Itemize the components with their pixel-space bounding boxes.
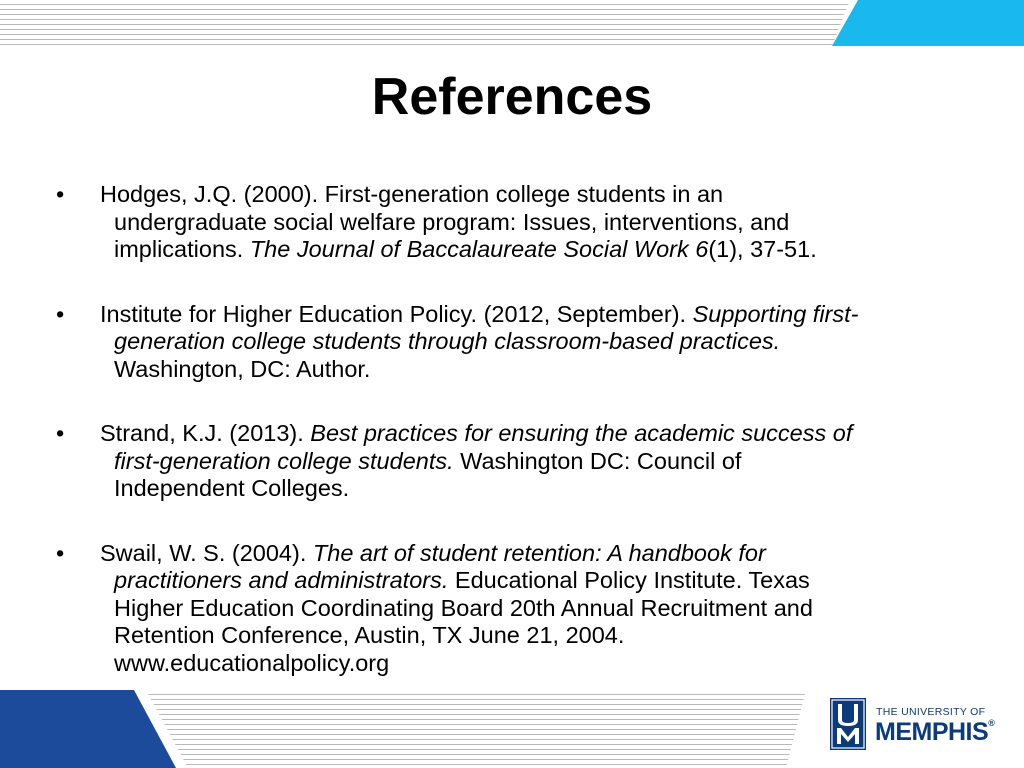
reference-italic-text: practitioners and administrators. <box>114 567 449 593</box>
reference-line <box>100 181 966 209</box>
reference-text: Higher Education Coordinating Board 20th Annual Recruitment and <box>114 594 813 621</box>
reference-text: (1), 37-51. <box>708 236 817 262</box>
reference-line <box>100 209 966 237</box>
reference-text: Washington DC: Council of <box>453 447 742 474</box>
reference-italic-text: first-generation college students. <box>114 447 454 474</box>
reference-line <box>100 475 966 503</box>
bullet-marker: • <box>56 539 65 566</box>
reference-line <box>100 650 966 678</box>
reference-text: Washington, DC: Author. <box>114 355 371 382</box>
um-monogram-icon <box>830 698 866 750</box>
reference-text: Swail, W. S. (2004). <box>100 539 313 566</box>
top-accent-shape <box>832 0 1024 46</box>
bullet-marker: • <box>56 181 65 207</box>
reference-line <box>100 448 966 476</box>
reference-line <box>100 595 966 623</box>
reference-line <box>100 567 966 595</box>
reference-line <box>100 540 966 568</box>
bottom-stripe-band <box>146 690 806 768</box>
reference-line <box>100 622 966 650</box>
reference-italic-text: The Journal of Baccalaureate Social Work 6 <box>249 236 709 262</box>
reference-italic-text: Supporting first- <box>692 300 859 327</box>
reference-italic-text: The art of student retention: A handbook for <box>312 539 766 566</box>
reference-text: Institute for Higher Education Policy. (2012, September). <box>100 300 693 327</box>
reference-item <box>56 420 966 503</box>
reference-text: Strand, K.J. (2013). <box>100 420 311 446</box>
reference-line <box>100 420 966 448</box>
bullet-marker: • <box>56 300 65 327</box>
top-stripe-band <box>0 0 850 46</box>
reference-text: implications. <box>114 236 250 262</box>
logo-wordmark <box>875 718 994 747</box>
reference-italic-text: generation college students through classroom-based practices. <box>114 328 781 354</box>
reference-item <box>56 301 966 384</box>
reference-item <box>56 540 966 678</box>
reference-text: Retention Conference, Austin, TX June 21, 2004. <box>114 622 625 648</box>
reference-text: Educational Policy Institute. Texas <box>448 567 810 593</box>
reference-text: undergraduate social welfare program: Issues, interventions, and <box>114 208 790 235</box>
logo-subtitle: THE UNIVERSITY OF <box>876 706 986 718</box>
reference-line <box>100 301 966 329</box>
reference-item <box>56 181 966 264</box>
registered-mark: ® <box>988 718 995 728</box>
reference-line <box>100 328 966 356</box>
reference-line <box>100 236 966 264</box>
reference-list <box>56 181 966 714</box>
reference-line <box>100 356 966 384</box>
reference-italic-text: Best practices for ensuring the academic success of <box>310 420 853 446</box>
reference-text: Hodges, J.Q. (2000). First-generation college students in an <box>100 181 724 207</box>
reference-text: www.educationalpolicy.org <box>114 649 390 676</box>
university-logo <box>830 698 1000 752</box>
logo-name: MEMPHIS <box>875 718 989 746</box>
reference-text: Independent Colleges. <box>114 475 350 501</box>
slide-title: References <box>371 68 653 126</box>
bullet-marker: • <box>56 420 65 446</box>
